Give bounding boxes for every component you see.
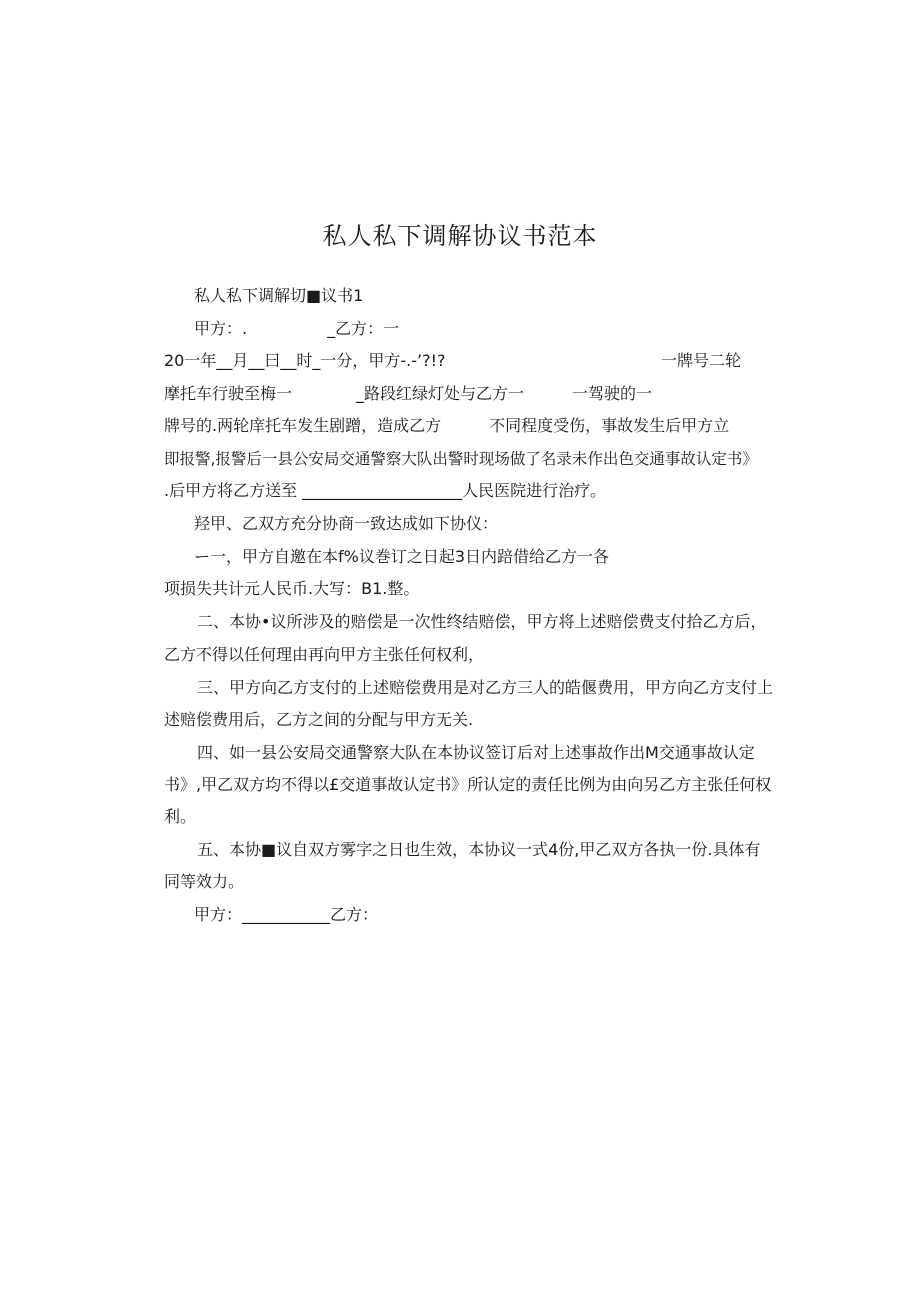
doc-subtitle: 私人私下调解切■议书1 [194,286,364,305]
clause-4-cont: 书》,甲乙双方均不得以£交道事故认定书》所认定的责任比例为由向另乙方主张任何权 [164,775,772,794]
paragraph-line: 羟甲、乙双方充分协商一致达成如下协仪： [194,514,499,533]
clause-1-cont: 项损失共计元人民币.大写：B1.整。 [164,579,420,598]
signature-line: 甲方：___________乙方： [194,905,379,924]
paragraph-line: 即报警,报警后一县公安局交通警察大队出警时现场做了名录未作出色交通事故认定书》 [164,450,758,468]
paragraph-line: .后甲方将乙方送至 ____________________人民医院进行治疗。 [164,481,607,500]
document-title: 私人私下调解协议书范本 [322,222,598,250]
clause-2-cont: 乙方不得以任何理由再向甲方主张任何权利， [164,645,485,664]
clause-5-cont: 同等效力。 [164,872,245,891]
paragraph-line: 摩托车行驶至梅一 _路段红绿灯处与乙方一 一驾驶的一 [164,384,653,403]
paragraph-line: 20一年__月__曰__时_一分，甲方-.-’?!? [164,351,446,370]
paragraph-line: 牌号的.两轮庠托车发生剧蹭，造成乙方 不同程度受伤，事故发生后甲方立 [164,416,730,435]
party-line: 甲方：. _乙方：一 [194,319,400,338]
clause-1: ー一，甲方自邀在本f%议巻订之日起3日内踣借给乙方一各 [194,547,610,566]
clause-5: 五、本协■议自双方雾字之日也生效，本协议一式4份,甲乙双方各执一份.具体有 [197,840,761,859]
clause-4: 四、如一县公安局交通警察大队在本协议签订后对上述事故作出M交通事故认定 [197,743,755,762]
clause-3: 三、甲方向乙方支付的上述赔偿费用是对乙方三人的皓偃费用，甲方向乙方支付上 [197,678,774,697]
paragraph-line: 一牌号二轮 [661,351,742,370]
clause-4-end: 利。 [164,807,197,826]
clause-3-cont: 述赔偿费用后，乙方之间的分配与甲方无关. [164,710,474,729]
clause-2: 二、本协•议所涉及的赔偿是一次性终结赔偿，甲方将上述赔偿费支付拾乙方后， [197,612,767,631]
